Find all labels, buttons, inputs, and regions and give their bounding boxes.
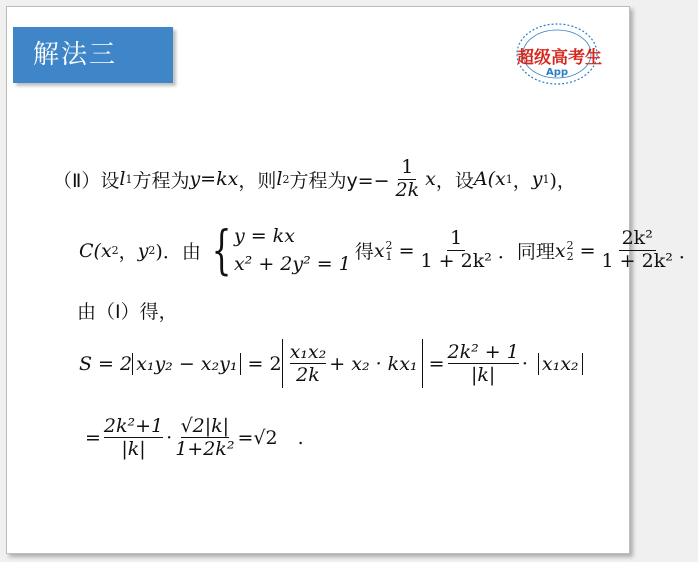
- logo-brand-text: 超级高考生: [517, 48, 602, 68]
- fraction-x1-squared: $\frac{1}{\text{1 + 2k²}}$: [420, 227, 492, 273]
- fraction-final-1: $\frac{\text{2k²+1}}{|k|}$: [103, 415, 164, 460]
- math-line-4: S = 2 x₁y₂ − x₂y₁ = 2 $\frac{\text{x₁x₂}}{2k}$ + x₂ · kx₁ = $\frac{\text{2k² + 1}}{|k|}$ · x₁x₂: [79, 339, 583, 388]
- math-line-3: 由（Ⅰ）得，: [77, 301, 178, 323]
- fraction-area-coef: $\frac{\text{2k² + 1}}{|k|}$: [447, 341, 519, 386]
- abs-expression: $\frac{\text{x₁x₂}}{2k}$ + x₂ · kx₁: [282, 339, 423, 388]
- brand-logo: [513, 21, 601, 87]
- solution-card: [6, 6, 698, 554]
- fraction-x2-squared: $\frac{\text{2k²}}{\text{1 + 2k²}}$: [601, 227, 673, 273]
- math-line-5: = $\frac{\text{2k²+1}}{|k|}$ · $\frac{√2|k|}{\text{1+2k²}}$ =√2 .: [85, 415, 304, 460]
- fraction-neg-half-k: $\frac{1}{2k}$: [395, 156, 420, 201]
- final-result: =√2: [237, 426, 278, 449]
- method-title-tag: [13, 27, 173, 83]
- fraction-final-2: $\frac{√2|k|}{\text{1+2k²}}$: [175, 415, 235, 460]
- math-line-2: C(x 2 ， y 2 )． 由 { y = kx x² + 2y² = 1 得 x 2 1 = $\frac{1}{\text{1 + 2k²}}$ ． 同理 x 2 2 = $\frac{\text{2k²}}{\text{1 + 2k²}}$ ．: [79, 220, 698, 281]
- method-title: 解法三: [33, 40, 118, 70]
- logo-app-text: App: [545, 67, 569, 78]
- math-line-1: （Ⅱ）设 l 1 方程为 y=kx ，则 l 2 方程为y=− $\frac{1}{2k}$ x ，设 A(x 1 ， y 1 )，: [53, 156, 576, 201]
- equation-system: { y = kx x² + 2y² = 1: [211, 220, 351, 281]
